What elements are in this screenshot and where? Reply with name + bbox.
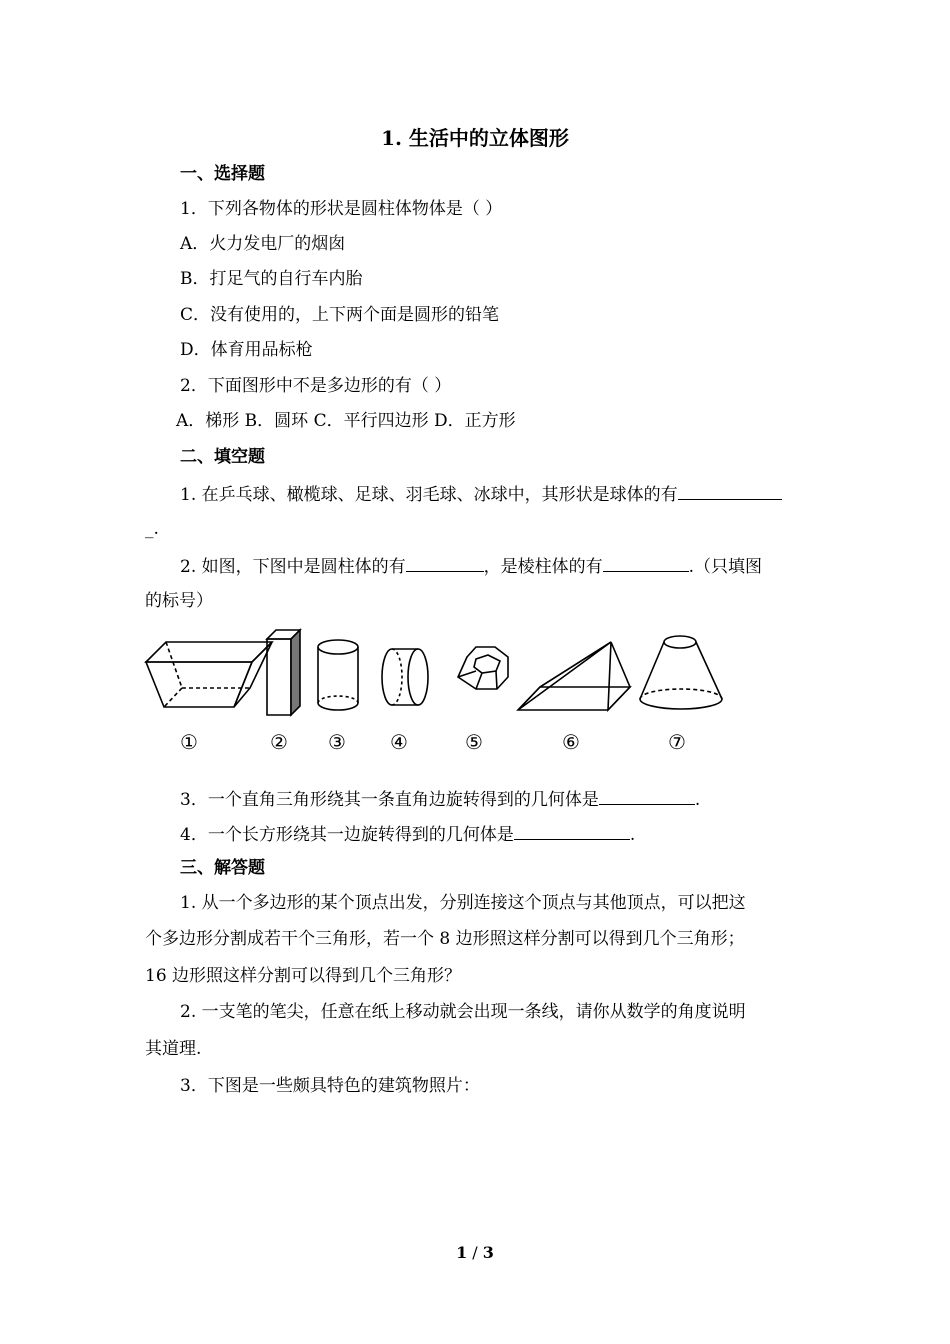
fill-question-3 bbox=[180, 786, 700, 811]
fill-question-4 bbox=[180, 821, 635, 846]
punctuation: . bbox=[694, 790, 701, 810]
punctuation: . bbox=[629, 825, 636, 845]
question-text: ，是棱柱体的有 bbox=[483, 557, 603, 577]
question-text: 2. 一支笔的笔尖，任意在纸上移动就会出现一条线，请你从数学的角度说明 bbox=[180, 1002, 746, 1022]
section-heading-choice: 一、选择题 bbox=[180, 164, 265, 184]
page-separator: / bbox=[467, 1243, 483, 1262]
page-current: 1 bbox=[456, 1243, 468, 1262]
solid-3-cylinder bbox=[318, 640, 358, 710]
answer-blank[interactable] bbox=[514, 821, 630, 840]
option-a: A．火力发电厂的烟囱 bbox=[180, 234, 346, 254]
question-text: 4．一个长方形绕其一边旋转得到的几何体是 bbox=[180, 825, 514, 845]
question-text: 3．一个直角三角形绕其一条直角边旋转得到的几何体是 bbox=[180, 790, 599, 810]
solid-1-trapezoidal-prism bbox=[146, 642, 272, 707]
page-title: 1. 生活中的立体图形 bbox=[381, 126, 569, 150]
figure-label-6: ⑥ bbox=[562, 730, 580, 754]
solid-5-hexagonal-prism bbox=[458, 647, 508, 689]
option-d: D．体育用品标枪 bbox=[180, 340, 313, 360]
question-text: 其道理. bbox=[145, 1039, 202, 1059]
question-text: 3．下图是一些颇具特色的建筑物照片： bbox=[180, 1076, 480, 1096]
figure-label-5: ⑤ bbox=[465, 730, 483, 754]
question-text: 1. 在乒乓球、橄榄球、足球、羽毛球、冰球中，其形状是球体的有 bbox=[180, 485, 678, 505]
fill-question-2 bbox=[180, 553, 762, 578]
solid-4-cylinder-lying bbox=[382, 649, 428, 705]
question-text: 的标号） bbox=[145, 591, 213, 611]
question-text: .（只填图 bbox=[688, 557, 763, 577]
solid-6-triangular-prism bbox=[518, 642, 630, 710]
figure-label-1: ① bbox=[180, 730, 198, 754]
solid-7-frustum bbox=[640, 636, 722, 709]
figure-label-7: ⑦ bbox=[668, 730, 686, 754]
section-heading-fill: 二、填空题 bbox=[180, 447, 265, 467]
option-c: C．没有使用的，上下两个面是圆形的铅笔 bbox=[180, 305, 500, 325]
question-text: 1. 从一个多边形的某个顶点出发，分别连接这个顶点与其他顶点，可以把这 bbox=[180, 893, 746, 913]
fill-question-1-continued: _. bbox=[145, 519, 159, 539]
question-text: 16 边形照这样分割可以得到几个三角形？ bbox=[145, 966, 462, 986]
answer-blank[interactable] bbox=[678, 481, 782, 500]
question-text: 2．下面图形中不是多边形的有（ ） bbox=[180, 376, 452, 396]
figure-label-2: ② bbox=[270, 730, 288, 754]
options-row: A．梯形 B．圆环 C．平行四边形 D．正方形 bbox=[176, 411, 516, 431]
page-total: 3 bbox=[482, 1243, 494, 1262]
question-text: 2. 如图，下图中是圆柱体的有 bbox=[180, 557, 406, 577]
figure-label-3: ③ bbox=[328, 730, 346, 754]
option-b: B．打足气的自行车内胎 bbox=[180, 269, 363, 289]
question-text: 个多边形分割成若干个三角形，若一个 8 边形照这样分割可以得到几个三角形； bbox=[145, 929, 745, 949]
answer-blank[interactable] bbox=[599, 786, 695, 805]
page-number bbox=[0, 1243, 950, 1262]
section-heading-answer: 三、解答题 bbox=[180, 858, 265, 878]
answer-blank[interactable] bbox=[406, 553, 484, 572]
answer-blank[interactable] bbox=[603, 553, 689, 572]
figure-label-4: ④ bbox=[390, 730, 408, 754]
solids-figure bbox=[140, 625, 740, 760]
question-text: 1．下列各物体的形状是圆柱体物体是（ ） bbox=[180, 199, 503, 219]
fill-question-1 bbox=[180, 481, 782, 506]
